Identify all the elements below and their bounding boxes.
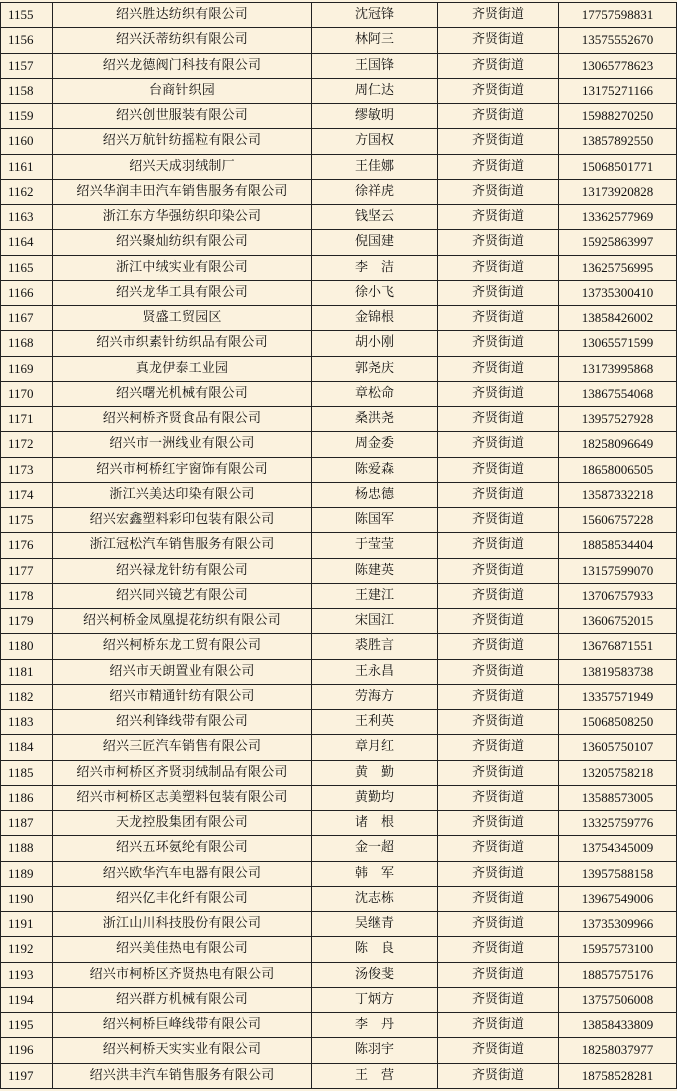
phone-number: 13587332218 bbox=[559, 482, 677, 507]
table-row bbox=[1, 205, 677, 230]
street-name: 齐贤街道 bbox=[438, 861, 559, 886]
phone-number: 13205758218 bbox=[559, 760, 677, 785]
phone-number: 13867554068 bbox=[559, 381, 677, 406]
street-name: 齐贤街道 bbox=[438, 78, 559, 103]
company-name: 绍兴曙光机械有限公司 bbox=[53, 381, 312, 406]
street-name: 齐贤街道 bbox=[438, 735, 559, 760]
contact-person: 陈羽宇 bbox=[312, 1038, 438, 1063]
contact-person: 诸 根 bbox=[312, 811, 438, 836]
company-name: 绍兴同兴镜艺有限公司 bbox=[53, 583, 312, 608]
company-name: 绍兴柯桥东龙工贸有限公司 bbox=[53, 634, 312, 659]
company-name: 绍兴柯桥金凤凰提花纺织有限公司 bbox=[53, 609, 312, 634]
contact-person: 王国锋 bbox=[312, 53, 438, 78]
phone-number: 13706757933 bbox=[559, 583, 677, 608]
phone-number: 15988270250 bbox=[559, 104, 677, 129]
company-name: 绍兴群方机械有限公司 bbox=[53, 987, 312, 1012]
row-number: 1156 bbox=[1, 28, 53, 53]
row-number: 1164 bbox=[1, 230, 53, 255]
table-row bbox=[1, 28, 677, 53]
company-name: 绍兴市柯桥区齐贤羽绒制品有限公司 bbox=[53, 760, 312, 785]
company-name: 绍兴天成羽绒制厂 bbox=[53, 154, 312, 179]
street-name: 齐贤街道 bbox=[438, 432, 559, 457]
company-name: 绍兴市柯桥区志美塑料包装有限公司 bbox=[53, 785, 312, 810]
contact-person: 陈建英 bbox=[312, 558, 438, 583]
contact-person: 周金委 bbox=[312, 432, 438, 457]
contact-person: 方国权 bbox=[312, 129, 438, 154]
phone-number: 13157599070 bbox=[559, 558, 677, 583]
table-row bbox=[1, 1038, 677, 1063]
company-name: 浙江兴美达印染有限公司 bbox=[53, 482, 312, 507]
table-row bbox=[1, 331, 677, 356]
row-number: 1161 bbox=[1, 154, 53, 179]
phone-number: 15925863997 bbox=[559, 230, 677, 255]
row-number: 1170 bbox=[1, 381, 53, 406]
company-name: 绍兴龙华工具有限公司 bbox=[53, 280, 312, 305]
contact-person: 林阿三 bbox=[312, 28, 438, 53]
company-name: 绍兴禄龙针纺有限公司 bbox=[53, 558, 312, 583]
row-number: 1162 bbox=[1, 179, 53, 204]
phone-number: 13065571599 bbox=[559, 331, 677, 356]
contact-person: 郭尧庆 bbox=[312, 356, 438, 381]
phone-number: 13605750107 bbox=[559, 735, 677, 760]
phone-number: 15606757228 bbox=[559, 508, 677, 533]
table-row bbox=[1, 78, 677, 103]
contact-person: 金一超 bbox=[312, 836, 438, 861]
table-row bbox=[1, 558, 677, 583]
phone-number: 13735309966 bbox=[559, 912, 677, 937]
phone-number: 13065778623 bbox=[559, 53, 677, 78]
row-number: 1194 bbox=[1, 987, 53, 1012]
table-row bbox=[1, 457, 677, 482]
phone-number: 13858433809 bbox=[559, 1013, 677, 1038]
company-name: 浙江东方华强纺织印染公司 bbox=[53, 205, 312, 230]
contact-person: 李 洁 bbox=[312, 255, 438, 280]
phone-number: 13173995868 bbox=[559, 356, 677, 381]
row-number: 1172 bbox=[1, 432, 53, 457]
contact-person: 缪敏明 bbox=[312, 104, 438, 129]
phone-number: 13957527928 bbox=[559, 407, 677, 432]
phone-number: 13575552670 bbox=[559, 28, 677, 53]
street-name: 齐贤街道 bbox=[438, 457, 559, 482]
contact-person: 黄 勤 bbox=[312, 760, 438, 785]
table-row bbox=[1, 684, 677, 709]
row-number: 1187 bbox=[1, 811, 53, 836]
company-name: 绍兴亿丰化纤有限公司 bbox=[53, 886, 312, 911]
row-number: 1157 bbox=[1, 53, 53, 78]
street-name: 齐贤街道 bbox=[438, 634, 559, 659]
company-name: 绍兴市天朗置业有限公司 bbox=[53, 659, 312, 684]
phone-number: 15068501771 bbox=[559, 154, 677, 179]
phone-number: 18258037977 bbox=[559, 1038, 677, 1063]
row-number: 1192 bbox=[1, 937, 53, 962]
row-number: 1181 bbox=[1, 659, 53, 684]
row-number: 1178 bbox=[1, 583, 53, 608]
company-name: 绍兴洪丰汽车销售服务有限公司 bbox=[53, 1063, 312, 1089]
street-name: 齐贤街道 bbox=[438, 760, 559, 785]
table-row bbox=[1, 533, 677, 558]
street-name: 齐贤街道 bbox=[438, 912, 559, 937]
street-name: 齐贤街道 bbox=[438, 583, 559, 608]
table-row bbox=[1, 432, 677, 457]
street-name: 齐贤街道 bbox=[438, 154, 559, 179]
contact-person: 劳海方 bbox=[312, 684, 438, 709]
contact-person: 黄勤均 bbox=[312, 785, 438, 810]
row-number: 1177 bbox=[1, 558, 53, 583]
table-row bbox=[1, 861, 677, 886]
contact-person: 陈国军 bbox=[312, 508, 438, 533]
street-name: 齐贤街道 bbox=[438, 710, 559, 735]
contact-person: 胡小刚 bbox=[312, 331, 438, 356]
company-name: 绍兴五环氨纶有限公司 bbox=[53, 836, 312, 861]
company-name: 贤盛工贸园区 bbox=[53, 306, 312, 331]
phone-number: 13757506008 bbox=[559, 987, 677, 1012]
phone-number: 15068508250 bbox=[559, 710, 677, 735]
table-row bbox=[1, 230, 677, 255]
row-number: 1158 bbox=[1, 78, 53, 103]
table-row bbox=[1, 356, 677, 381]
company-name: 绍兴龙德阀门科技有限公司 bbox=[53, 53, 312, 78]
company-name: 绍兴三匠汽车销售有限公司 bbox=[53, 735, 312, 760]
row-number: 1183 bbox=[1, 710, 53, 735]
street-name: 齐贤街道 bbox=[438, 508, 559, 533]
company-name: 绍兴市一洲线业有限公司 bbox=[53, 432, 312, 457]
table-row bbox=[1, 306, 677, 331]
table-row bbox=[1, 381, 677, 406]
contact-person: 沈志栋 bbox=[312, 886, 438, 911]
street-name: 齐贤街道 bbox=[438, 280, 559, 305]
row-number: 1174 bbox=[1, 482, 53, 507]
row-number: 1171 bbox=[1, 407, 53, 432]
table-row bbox=[1, 3, 677, 28]
street-name: 齐贤街道 bbox=[438, 407, 559, 432]
street-name: 齐贤街道 bbox=[438, 811, 559, 836]
phone-number: 13735300410 bbox=[559, 280, 677, 305]
table-row bbox=[1, 129, 677, 154]
contact-person: 王建江 bbox=[312, 583, 438, 608]
row-number: 1179 bbox=[1, 609, 53, 634]
contact-person: 于莹莹 bbox=[312, 533, 438, 558]
phone-number: 13676871551 bbox=[559, 634, 677, 659]
street-name: 齐贤街道 bbox=[438, 785, 559, 810]
street-name: 齐贤街道 bbox=[438, 230, 559, 255]
row-number: 1197 bbox=[1, 1063, 53, 1089]
contact-person: 杨忠德 bbox=[312, 482, 438, 507]
street-name: 齐贤街道 bbox=[438, 381, 559, 406]
company-name: 绍兴创世服装有限公司 bbox=[53, 104, 312, 129]
table-row bbox=[1, 154, 677, 179]
contact-person: 王永昌 bbox=[312, 659, 438, 684]
street-name: 齐贤街道 bbox=[438, 356, 559, 381]
phone-number: 13967549006 bbox=[559, 886, 677, 911]
street-name: 齐贤街道 bbox=[438, 179, 559, 204]
company-name: 绍兴美佳热电有限公司 bbox=[53, 937, 312, 962]
row-number: 1173 bbox=[1, 457, 53, 482]
table-row bbox=[1, 508, 677, 533]
phone-number: 18258096649 bbox=[559, 432, 677, 457]
phone-number: 13173920828 bbox=[559, 179, 677, 204]
street-name: 齐贤街道 bbox=[438, 886, 559, 911]
table-row bbox=[1, 482, 677, 507]
phone-number: 13325759776 bbox=[559, 811, 677, 836]
table-row bbox=[1, 609, 677, 634]
row-number: 1155 bbox=[1, 3, 53, 28]
table-row bbox=[1, 280, 677, 305]
phone-number: 18858534404 bbox=[559, 533, 677, 558]
company-name: 绍兴宏鑫塑料彩印包装有限公司 bbox=[53, 508, 312, 533]
table-row bbox=[1, 407, 677, 432]
contact-person: 裘胜言 bbox=[312, 634, 438, 659]
street-name: 齐贤街道 bbox=[438, 53, 559, 78]
row-number: 1196 bbox=[1, 1038, 53, 1063]
company-name: 绍兴柯桥齐贤食品有限公司 bbox=[53, 407, 312, 432]
row-number: 1165 bbox=[1, 255, 53, 280]
table-row bbox=[1, 987, 677, 1012]
company-name: 绍兴市柯桥区齐贤热电有限公司 bbox=[53, 962, 312, 987]
company-name: 绍兴华润丰田汽车销售服务有限公司 bbox=[53, 179, 312, 204]
street-name: 齐贤街道 bbox=[438, 28, 559, 53]
row-number: 1166 bbox=[1, 280, 53, 305]
row-number: 1188 bbox=[1, 836, 53, 861]
company-name: 绍兴市柯桥红宇窗饰有限公司 bbox=[53, 457, 312, 482]
contact-person: 陈爱森 bbox=[312, 457, 438, 482]
table-row bbox=[1, 785, 677, 810]
street-name: 齐贤街道 bbox=[438, 836, 559, 861]
phone-number: 18658006505 bbox=[559, 457, 677, 482]
company-name: 绍兴欧华汽车电器有限公司 bbox=[53, 861, 312, 886]
table-row bbox=[1, 104, 677, 129]
contact-person: 韩 军 bbox=[312, 861, 438, 886]
contact-table bbox=[0, 2, 677, 1089]
street-name: 齐贤街道 bbox=[438, 684, 559, 709]
contact-person: 钱坚云 bbox=[312, 205, 438, 230]
contact-person: 章松命 bbox=[312, 381, 438, 406]
table-row bbox=[1, 937, 677, 962]
phone-number: 15957573100 bbox=[559, 937, 677, 962]
street-name: 齐贤街道 bbox=[438, 3, 559, 28]
contact-person: 丁炳方 bbox=[312, 987, 438, 1012]
table-row bbox=[1, 1013, 677, 1038]
company-name: 真龙伊泰工业园 bbox=[53, 356, 312, 381]
company-name: 绍兴聚灿纺织有限公司 bbox=[53, 230, 312, 255]
contact-person: 周仁达 bbox=[312, 78, 438, 103]
company-name: 台商针织园 bbox=[53, 78, 312, 103]
company-name: 绍兴柯桥巨峰线带有限公司 bbox=[53, 1013, 312, 1038]
row-number: 1167 bbox=[1, 306, 53, 331]
phone-number: 13819583738 bbox=[559, 659, 677, 684]
table-row bbox=[1, 1063, 677, 1089]
row-number: 1191 bbox=[1, 912, 53, 937]
company-name: 浙江中绒实业有限公司 bbox=[53, 255, 312, 280]
contact-person: 金锦根 bbox=[312, 306, 438, 331]
row-number: 1185 bbox=[1, 760, 53, 785]
contact-person: 吴继青 bbox=[312, 912, 438, 937]
phone-number: 18857575176 bbox=[559, 962, 677, 987]
table-row bbox=[1, 659, 677, 684]
contact-person: 倪国建 bbox=[312, 230, 438, 255]
contact-person: 沈冠锋 bbox=[312, 3, 438, 28]
company-name: 绍兴胜达纺织有限公司 bbox=[53, 3, 312, 28]
street-name: 齐贤街道 bbox=[438, 1063, 559, 1089]
row-number: 1186 bbox=[1, 785, 53, 810]
street-name: 齐贤街道 bbox=[438, 987, 559, 1012]
street-name: 齐贤街道 bbox=[438, 255, 559, 280]
street-name: 齐贤街道 bbox=[438, 205, 559, 230]
phone-number: 13588573005 bbox=[559, 785, 677, 810]
street-name: 齐贤街道 bbox=[438, 659, 559, 684]
row-number: 1195 bbox=[1, 1013, 53, 1038]
contact-person: 徐祥虎 bbox=[312, 179, 438, 204]
contact-person: 桑洪尧 bbox=[312, 407, 438, 432]
company-name: 浙江冠松汽车销售服务有限公司 bbox=[53, 533, 312, 558]
company-name: 绍兴利锋线带有限公司 bbox=[53, 710, 312, 735]
street-name: 齐贤街道 bbox=[438, 609, 559, 634]
contact-person: 李 丹 bbox=[312, 1013, 438, 1038]
table-row bbox=[1, 912, 677, 937]
row-number: 1190 bbox=[1, 886, 53, 911]
row-number: 1182 bbox=[1, 684, 53, 709]
phone-number: 13362577969 bbox=[559, 205, 677, 230]
row-number: 1168 bbox=[1, 331, 53, 356]
company-name: 绍兴万航针纺摇粒有限公司 bbox=[53, 129, 312, 154]
row-number: 1163 bbox=[1, 205, 53, 230]
company-name: 绍兴市精通针纺有限公司 bbox=[53, 684, 312, 709]
row-number: 1175 bbox=[1, 508, 53, 533]
table-row bbox=[1, 811, 677, 836]
street-name: 齐贤街道 bbox=[438, 482, 559, 507]
table-row bbox=[1, 255, 677, 280]
phone-number: 13858426002 bbox=[559, 306, 677, 331]
contact-person: 王佳娜 bbox=[312, 154, 438, 179]
phone-number: 17757598831 bbox=[559, 3, 677, 28]
table-row bbox=[1, 583, 677, 608]
contact-person: 章月红 bbox=[312, 735, 438, 760]
contact-person: 宋国江 bbox=[312, 609, 438, 634]
street-name: 齐贤街道 bbox=[438, 1013, 559, 1038]
table-row bbox=[1, 634, 677, 659]
table-body bbox=[1, 3, 677, 1089]
street-name: 齐贤街道 bbox=[438, 104, 559, 129]
street-name: 齐贤街道 bbox=[438, 331, 559, 356]
table-row bbox=[1, 179, 677, 204]
table-row bbox=[1, 962, 677, 987]
row-number: 1193 bbox=[1, 962, 53, 987]
company-name: 绍兴市织素针纺织品有限公司 bbox=[53, 331, 312, 356]
table-row bbox=[1, 735, 677, 760]
street-name: 齐贤街道 bbox=[438, 1038, 559, 1063]
company-name: 绍兴柯桥天实实业有限公司 bbox=[53, 1038, 312, 1063]
contact-person: 王 营 bbox=[312, 1063, 438, 1089]
row-number: 1159 bbox=[1, 104, 53, 129]
company-name: 绍兴沃蒂纺织有限公司 bbox=[53, 28, 312, 53]
street-name: 齐贤街道 bbox=[438, 937, 559, 962]
row-number: 1160 bbox=[1, 129, 53, 154]
street-name: 齐贤街道 bbox=[438, 558, 559, 583]
company-name: 浙江山川科技股份有限公司 bbox=[53, 912, 312, 937]
contact-person: 徐小飞 bbox=[312, 280, 438, 305]
table-row bbox=[1, 760, 677, 785]
row-number: 1180 bbox=[1, 634, 53, 659]
phone-number: 18758528281 bbox=[559, 1063, 677, 1089]
table-row bbox=[1, 836, 677, 861]
phone-number: 13175271166 bbox=[559, 78, 677, 103]
phone-number: 13957588158 bbox=[559, 861, 677, 886]
row-number: 1176 bbox=[1, 533, 53, 558]
street-name: 齐贤街道 bbox=[438, 306, 559, 331]
phone-number: 13606752015 bbox=[559, 609, 677, 634]
company-name: 天龙控股集团有限公司 bbox=[53, 811, 312, 836]
table-row bbox=[1, 710, 677, 735]
row-number: 1184 bbox=[1, 735, 53, 760]
row-number: 1169 bbox=[1, 356, 53, 381]
phone-number: 13754345009 bbox=[559, 836, 677, 861]
contact-person: 王利英 bbox=[312, 710, 438, 735]
street-name: 齐贤街道 bbox=[438, 962, 559, 987]
street-name: 齐贤街道 bbox=[438, 129, 559, 154]
contact-person: 陈 良 bbox=[312, 937, 438, 962]
table-row bbox=[1, 886, 677, 911]
phone-number: 13357571949 bbox=[559, 684, 677, 709]
row-number: 1189 bbox=[1, 861, 53, 886]
phone-number: 13857892550 bbox=[559, 129, 677, 154]
phone-number: 13625756995 bbox=[559, 255, 677, 280]
contact-person: 汤俊斐 bbox=[312, 962, 438, 987]
table-row bbox=[1, 53, 677, 78]
street-name: 齐贤街道 bbox=[438, 533, 559, 558]
